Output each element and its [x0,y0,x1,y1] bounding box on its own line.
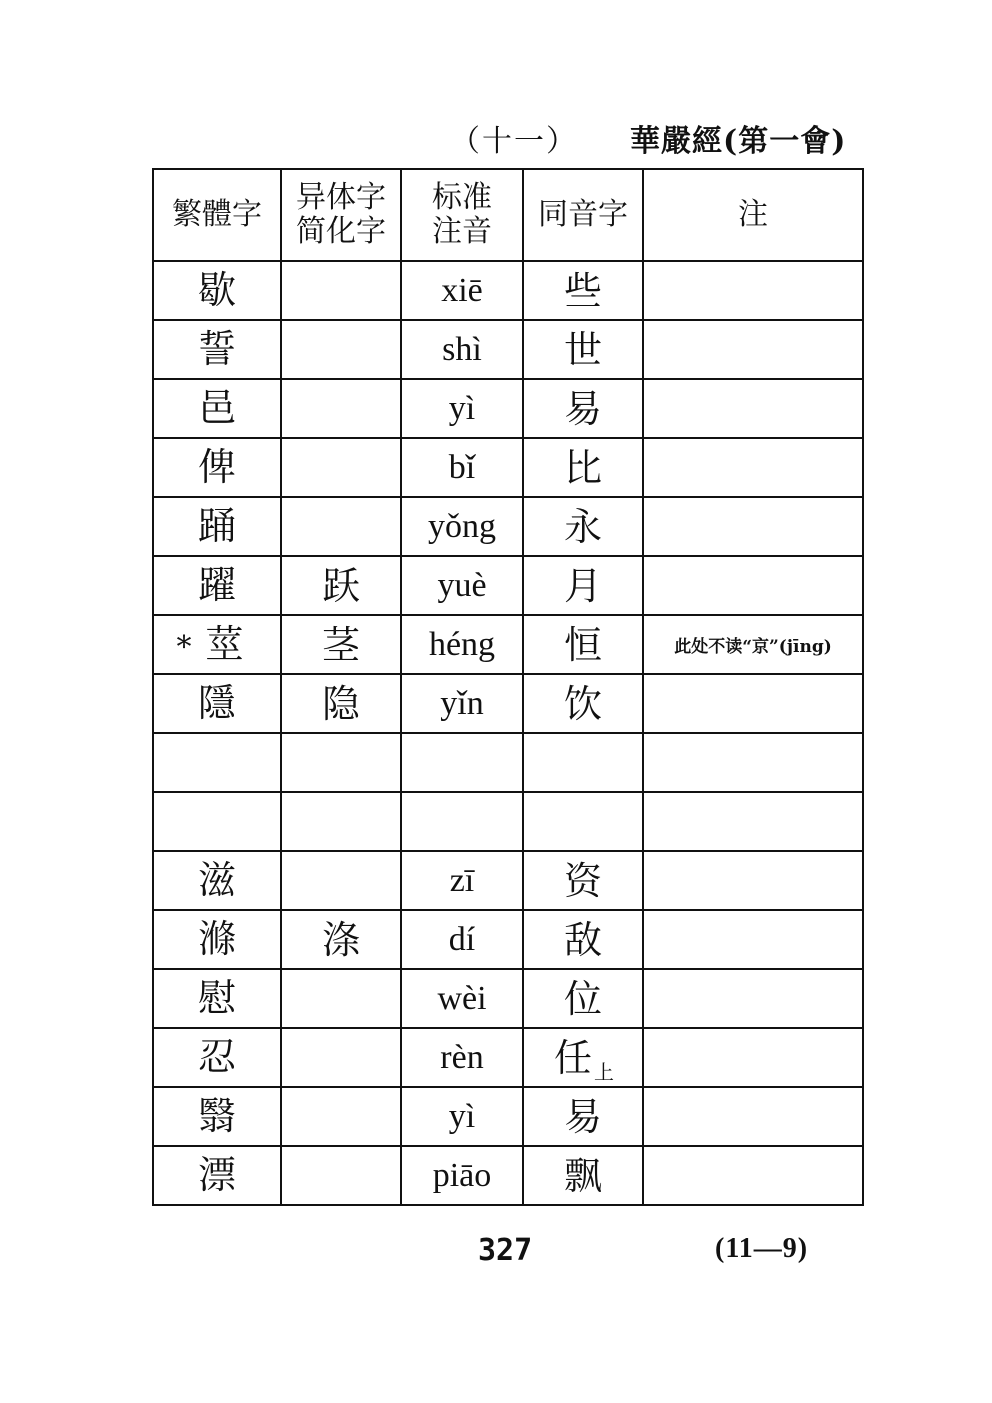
traditional-char: 俾 [197,445,236,489]
cell-simplified [281,615,401,674]
pinyin: bǐ [448,448,476,486]
cell-simplified [281,851,401,910]
pinyin: dí [448,920,476,958]
cell-traditional [153,261,281,320]
pinyin: yǐn [440,684,484,722]
cell-traditional [153,379,281,438]
homophone-char: 飘 [563,1153,602,1198]
homophone-char: 恒 [563,622,602,667]
homophone-char: 些 [563,268,602,313]
simplified-char: 跃 [321,563,360,608]
homophone-char: 世 [563,327,602,372]
table-row [153,1028,863,1087]
traditional-char: 躍 [197,563,236,607]
cell-note [643,674,863,733]
cell-pinyin [401,1087,523,1146]
simplified-char: 隐 [321,681,360,726]
traditional-char: 忍 [197,1035,236,1079]
document-title: 華嚴經(第一會) [630,124,847,159]
cell-simplified [281,733,401,792]
cell-traditional [153,674,281,733]
col-header-simplified: 简化字 [296,214,386,249]
cell-homophone [523,674,643,733]
col-header-traditional: 繁體字 [153,169,281,261]
cell-homophone [523,851,643,910]
cell-traditional [153,615,281,674]
col-header-pinyin [401,169,523,261]
cell-traditional [153,497,281,556]
cell-pinyin [401,556,523,615]
table-row [153,910,863,969]
traditional-char: 歇 [197,268,236,312]
traditional-char: 滌 [197,917,236,961]
homophone-char: 敌 [563,917,602,962]
cell-traditional [153,1146,281,1205]
cell-traditional [153,438,281,497]
cell-pinyin [401,1028,523,1087]
asterisk-mark: * [176,630,192,665]
table-row [153,969,863,1028]
cell-pinyin [401,438,523,497]
cell-note [643,1146,863,1205]
table-row [153,261,863,320]
cell-simplified [281,438,401,497]
col-header-homophone: 同音字 [523,169,643,261]
table-row [153,1146,863,1205]
cell-note [643,556,863,615]
cell-note [643,497,863,556]
cell-pinyin [401,320,523,379]
pinyin: piāo [432,1156,492,1194]
cell-homophone [523,320,643,379]
cell-simplified [281,497,401,556]
table-row [153,497,863,556]
homophone-char: 永 [563,504,602,549]
table-row [153,1087,863,1146]
note-text: 此处不读“京”(jīng) [674,637,832,657]
cell-homophone [523,733,643,792]
traditional-char: 慰 [197,976,236,1020]
cell-note [643,910,863,969]
table-row [153,851,863,910]
traditional-char: 邑 [197,386,236,430]
cell-homophone [523,556,643,615]
cell-simplified [281,1146,401,1205]
table-row [153,556,863,615]
homophone-char: 易 [563,386,602,431]
col-header-note: 注 [643,169,863,261]
table-row [153,674,863,733]
cell-traditional [153,1028,281,1087]
pinyin: zī [449,861,475,899]
cell-simplified [281,674,401,733]
col-header-variant-simplified [281,169,401,261]
table-row [153,792,863,851]
cell-note [643,1028,863,1087]
col-header-standard: 标准 [432,180,492,215]
pinyin: yì [448,1097,476,1135]
pinyin: héng [428,625,496,663]
pinyin: xiē [441,271,483,309]
traditional-char: 翳 [197,1094,236,1138]
character-table [152,168,864,1206]
cell-note [643,1087,863,1146]
cell-traditional [153,910,281,969]
pinyin: shì [442,330,482,368]
pinyin: yuè [437,566,487,604]
table-row [153,733,863,792]
traditional-char: 漂 [197,1153,236,1197]
cell-simplified [281,910,401,969]
cell-note [643,438,863,497]
cell-pinyin [401,1146,523,1205]
table-row [153,379,863,438]
cell-note [643,851,863,910]
simplified-char: 涤 [321,917,360,962]
cell-note [643,615,863,674]
cell-homophone [523,792,643,851]
header-row [153,169,863,261]
cell-note [643,792,863,851]
pinyin: yǒng [428,507,496,545]
cell-traditional [153,556,281,615]
page-reference: (11—9) [715,1233,809,1264]
cell-simplified [281,320,401,379]
cell-pinyin [401,497,523,556]
cell-simplified [281,379,401,438]
homophone-char: 饮 [563,681,602,726]
cell-traditional [153,1087,281,1146]
cell-homophone [523,379,643,438]
cell-traditional [153,733,281,792]
cell-homophone [523,438,643,497]
cell-pinyin [401,615,523,674]
cell-pinyin [401,969,523,1028]
homophone-char: 月 [563,563,602,608]
cell-pinyin [401,792,523,851]
cell-homophone [523,261,643,320]
cell-homophone [523,1146,643,1205]
simplified-char: 茎 [321,622,360,667]
cell-simplified [281,969,401,1028]
homophone-char: 任 [553,1035,592,1080]
cell-homophone [523,969,643,1028]
homophone-char: 资 [563,858,602,903]
cell-pinyin [401,379,523,438]
pinyin: rèn [440,1038,484,1076]
traditional-char: 誓 [197,327,236,371]
cell-note [643,320,863,379]
cell-pinyin [401,851,523,910]
table-row [153,438,863,497]
cell-simplified [281,556,401,615]
cell-note [643,379,863,438]
col-header-phonetic: 注音 [432,214,492,249]
pinyin: wèi [437,979,487,1017]
page-number: 327 [478,1233,533,1268]
cell-traditional [153,792,281,851]
tone-mark: 上 [594,1059,614,1084]
cell-homophone [523,910,643,969]
cell-pinyin [401,733,523,792]
homophone-char: 易 [563,1094,602,1139]
cell-homophone [523,615,643,674]
traditional-char: 隱 [197,681,236,725]
traditional-char: 滋 [197,858,236,902]
table-row [153,615,863,674]
cell-homophone [523,497,643,556]
cell-pinyin [401,910,523,969]
cell-traditional [153,851,281,910]
traditional-char: 踊 [197,504,236,548]
page-header [440,112,870,160]
homophone-char: 位 [563,976,602,1021]
pinyin: yì [448,389,476,427]
cell-traditional [153,969,281,1028]
cell-homophone [523,1028,643,1087]
homophone-char: 比 [563,445,602,490]
cell-simplified [281,1028,401,1087]
cell-pinyin [401,261,523,320]
table-body [153,261,863,1205]
cell-simplified [281,792,401,851]
cell-note [643,261,863,320]
section-number: （十一） [450,124,578,159]
cell-note [643,733,863,792]
cell-simplified [281,261,401,320]
col-header-variant: 异体字 [296,180,386,215]
cell-simplified [281,1087,401,1146]
cell-traditional [153,320,281,379]
traditional-char: 莖 [205,622,244,666]
cell-pinyin [401,674,523,733]
cell-homophone [523,1087,643,1146]
table-row [153,320,863,379]
cell-note [643,969,863,1028]
